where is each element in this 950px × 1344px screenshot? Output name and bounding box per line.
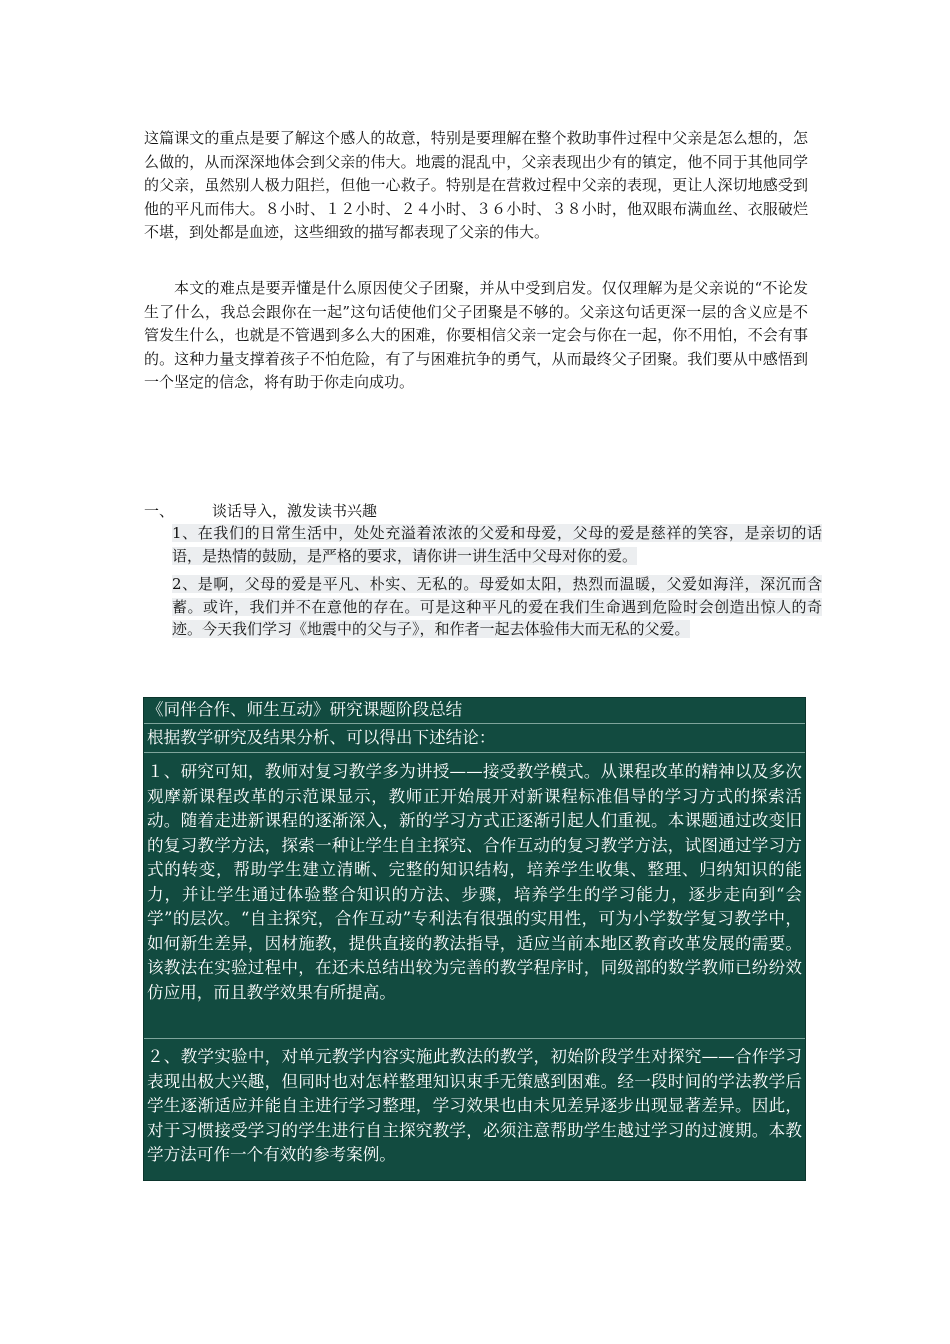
section-title: 谈话导入，激发读书兴趣 <box>212 502 378 520</box>
section-heading <box>144 500 808 522</box>
summary-conclusion-2: ２、教学实验中，对单元教学内容实施此教法的教学，初始阶段学生对探究——合作学习表现出极大兴趣，但同时也对怎样整理知识束手无策感到困难。经一段时间的学法教学后学生逐渐适应并能自主进行学习整理，学习效果也由未见差异逐步出现显著差异。因此，对于习惯接受学习的学生进行自主探究教学，必须注意帮助学生越过学习的过渡期。本教学方法可作一个有效的参考案例。 <box>147 1047 802 1164</box>
summary-conclusion-1: １、研究可知，教师对复习教学多为讲授——接受教学模式。从课程改革的精神以及多次观摩新课程改革的示范课显示，教师正开始展开对新课程标准倡导的学习方式的探索活动。随着走进新课程的逐渐深入，新的学习方式正逐渐引起人们重视。本课题通过改变旧的复习教学方法，探索一种让学生自主探究、合作互动的复习教学方法，试图通过学习方式的转变，帮助学生建立清晰、完整的知识结构，培养学生收集、整理、归纳知识的能力，并让学生通过体验整合知识的方法、步骤，培养学生的学习能力，逐步走向到“会学”的层次。“自主探究，合作互动”专利法有很强的实用性，可为小学数学复习教学中，如何新生差异，因材施教，提供直接的教法指导，适应当前本地区教育改革发展的需要。该教法在实验过程中，在还未总结出较为完善的教学程序时，同级部的数学教师已纷纷效仿应用，而且教学效果有所提高。 <box>144 753 805 1039</box>
section-item-2 <box>172 573 822 641</box>
section-item-2-text: 2、是啊，父母的爱是平凡、朴实、无私的。母爱如太阳，热烈而温暖，父爱如海洋，深沉而含蓄。或许，我们并不在意他的存在。可是这种平凡的爱在我们生命遇到危险时会创造出惊人的奇迹。今天我们学习《地震中的父与子》，和作者一起去体验伟大而无私的父爱。 <box>172 575 822 639</box>
section-number: 一、 <box>144 502 175 520</box>
summary-lead: 根据教学研究及结果分析、可以得出下述结论： <box>144 724 805 753</box>
summary-title: 《同伴合作、师生互动》研究课题阶段总结 <box>144 698 805 724</box>
intro-paragraph-difficulty: 本文的难点是要弄懂是什么原因使父子团聚，并从中受到启发。仅仅理解为是父亲说的“不论发生了什么，我总会跟你在一起”这句话使他们父子团聚是不够的。父亲这句话更深一层的含义应是不管发生什么，也就是不管遇到多么大的困难，你要相信父亲一定会与你在一起，你不用怕，不会有事的。这种力量支撑着孩子不怕危险，有了与困难抗争的勇气，从而最终父子团聚。我们要从中感悟到一个坚定的信念，将有助于你走向成功。 <box>144 279 808 392</box>
intro-paragraph-focus: 这篇课文的重点是要了解这个感人的故意，特别是要理解在整个救助事件过程中父亲是怎么想的，怎么做的，从而深深地体会到父亲的伟大。地震的混乱中，父亲表现出少有的镇定，他不同于其他同学的父亲，虽然别人极力阻拦，但他一心救子。特别是在营救过程中父亲的表现，更让人深切地感受到他的平凡而伟大。８小时、１２小时、２４小时、３６小时、３８小时，他双眼布满血丝、衣服破烂不堪，到处都是血迹，这些细致的描写都表现了父亲的伟大。 <box>144 129 808 242</box>
section-item-1 <box>172 522 822 567</box>
summary-table <box>143 697 806 1181</box>
section-item-1-text: 1、在我们的日常生活中，处处充溢着浓浓的父爱和母爱，父母的爱是慈祥的笑容，是亲切的话语，是热情的鼓励，是严格的要求，请你讲一讲生活中父母对你的爱。 <box>172 524 822 565</box>
